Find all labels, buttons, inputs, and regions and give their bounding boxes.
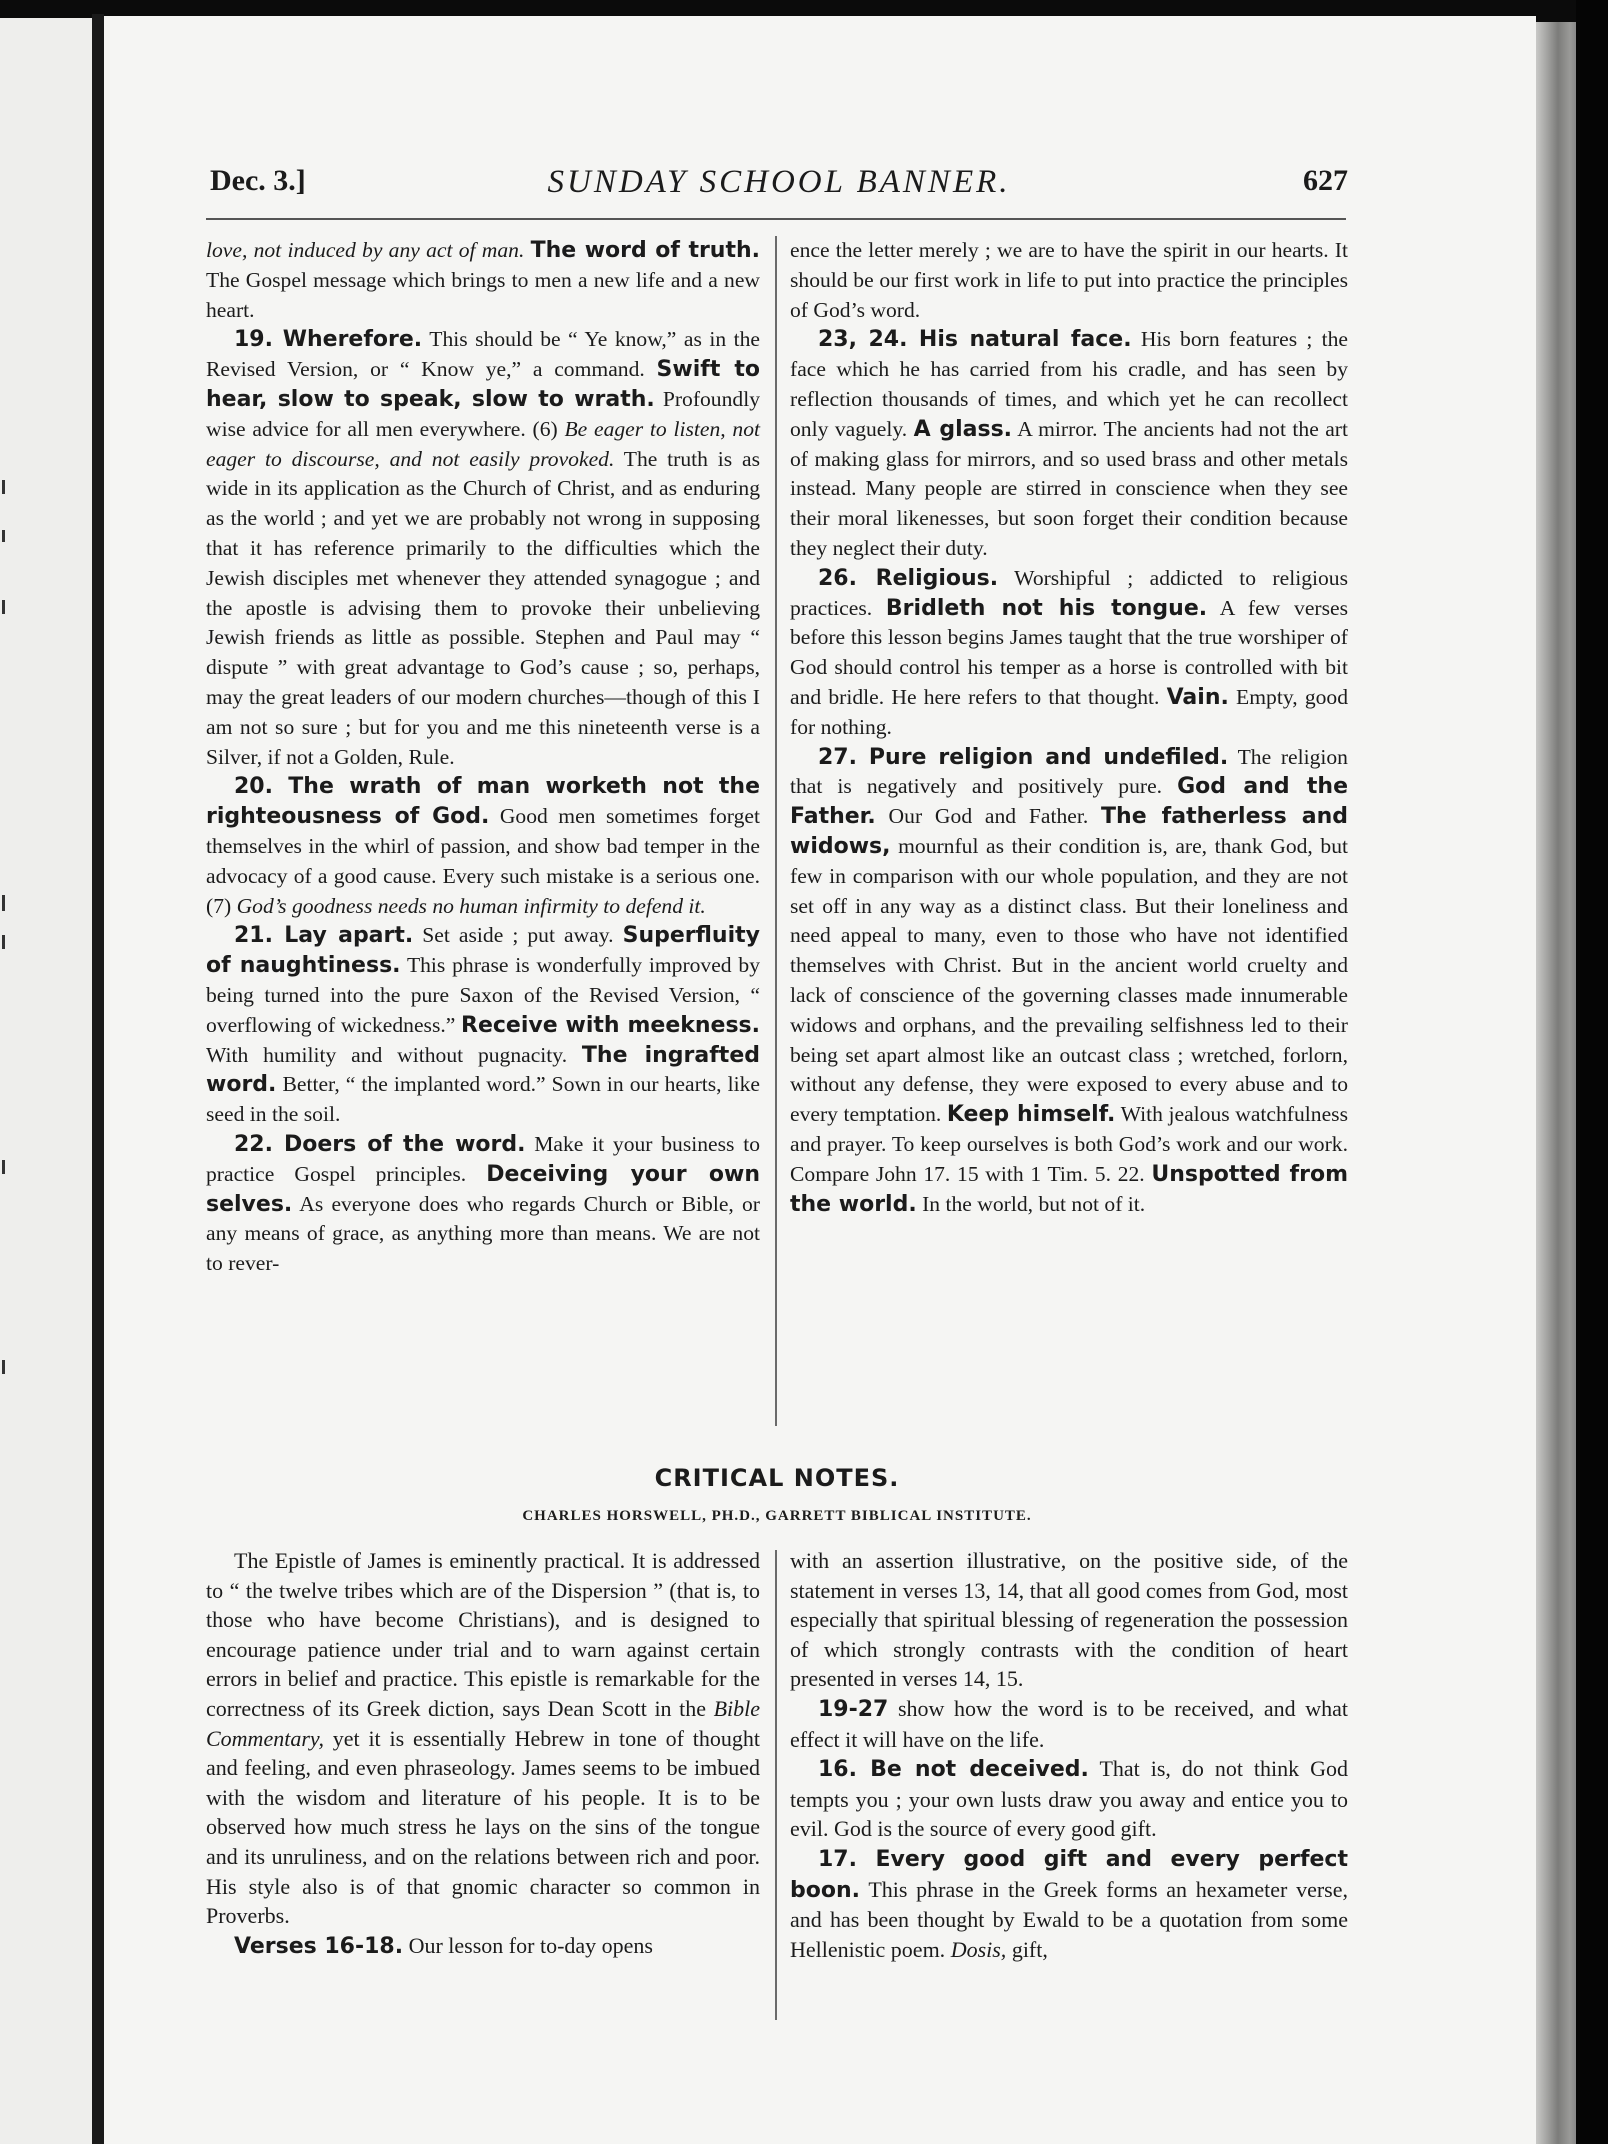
text-run: show how the word is to be received, and what effect it will have on the life. <box>790 1695 1348 1752</box>
paragraph <box>206 236 760 325</box>
paragraph <box>790 1844 1348 1964</box>
page-number: 627 <box>1303 164 1348 197</box>
text-run: With humility and without pugnacity. <box>206 1042 582 1067</box>
text-run: A few verses before this lesson begins James taught that the true worshiper of God should control his temper as a horse is controlled with bit and bridle. He here refers to that thought. <box>790 595 1348 709</box>
text-run: This should be “ Ye know,” as in the Revised Version, or “ Know ye,” a command. <box>206 327 760 382</box>
text-run: The Epistle of James is eminently practical. It is addressed to “ the twelve tribes which are of the Dispersion ” (that is, to those who have become Christians), and is designed to encourage patience under trial and to warn against certain errors in belief and practice. This epistle is remarkable for the correctness of its Greek diction, says Dean Scott in the <box>206 1548 760 1721</box>
bold-lemma: God and the Father. <box>790 774 1349 830</box>
bold-lemma: Swift to hear, slow to speak, slow to wrath. <box>206 357 761 412</box>
critical-notes-author: CHARLES HORSWELL, PH.D., GARRETT BIBLICAL INSTITUTE. <box>522 1508 1032 1524</box>
italic-text: Bible Commentary, <box>206 1695 760 1751</box>
bold-lemma: 19. Wherefore. <box>234 327 423 353</box>
text-run: mournful as their condition is, are, thank God, but few in comparison with our whole population, and they are not set off in any way as a distinct class. But their loneliness and need appeal to many, even to those who have not identified themselves with Christ. But in the ancient world cruelty and lack of conscience of the governing classes made innumerable widows and orphans, and the prevailing selfishness led to their being set apart almost like an outcast class ; wretched, forlorn, without any defense, they were exposed to every abuse and to every temptation. <box>790 833 1348 1127</box>
bold-lemma: 27. Pure religion and undefiled. <box>818 744 1229 770</box>
header-date: Dec. 3.] <box>210 164 306 197</box>
text-run: This phrase is wonderfully improved by being turned into the pure Saxon of the Revised Version, “ overflowing of wickedness.” <box>206 953 761 1037</box>
bold-lemma: 26. Religious. <box>818 565 999 591</box>
page-stack-edge <box>1536 22 1576 2144</box>
paragraph <box>790 743 1348 1220</box>
paragraph <box>790 1546 1348 1694</box>
critical-notes-column-right <box>790 1546 1348 2026</box>
text-run: Make it your business to practice Gospel principles. <box>206 1131 760 1186</box>
bold-lemma: 16. Be not deceived. <box>818 1757 1089 1783</box>
commentary-column-right <box>790 236 1348 1432</box>
paragraph <box>206 772 760 921</box>
text-run: Good men sometimes forget themselves in the whirl of passion, and show bad temper in the advocacy of a good cause. Every such mistake is a serious one. (7) <box>206 804 760 918</box>
bold-lemma: 21. Lay apart. <box>234 923 414 949</box>
bold-lemma: Vain. <box>1166 684 1229 710</box>
text-run: The Gospel message which brings to men a new life and a new heart. <box>206 267 760 322</box>
text-run: Set aside ; put away. <box>413 923 623 948</box>
italic-text: Be eager to listen, not eager to discourse, and not easily provoked. <box>206 416 760 471</box>
text-run: His born features ; the face which he has carried from his cradle, and has seen by reflection thousands of times, and which yet he can recollect only vaguely. <box>790 327 1348 441</box>
text-run: With jealous watchfulness and prayer. To keep ourselves is both God’s work and our work. Compare John 17. 15 with 1 Tim. 5. 22. <box>790 1102 1348 1186</box>
bold-lemma: Verses 16-18. <box>234 1933 404 1959</box>
text-run: with an assertion illustrative, on the positive side, of the statement in verses 13, 14, that all good comes from God, most especially that spiritual blessing of regeneration the possession of which strongly contrasts with the condition of heart presented in verses 14, 15. <box>790 1548 1348 1692</box>
bold-lemma: 22. Doers of the word. <box>234 1131 526 1157</box>
running-header <box>210 164 1348 208</box>
bold-lemma: 23, 24. His natural face. <box>818 327 1132 353</box>
bold-lemma: Bridleth not his tongue. <box>885 595 1208 621</box>
paragraph <box>790 1694 1348 1754</box>
bold-lemma: The fatherless and widows, <box>790 804 1348 859</box>
text-run: Our God and Father. <box>875 804 1102 829</box>
facing-page-text-fragments <box>0 0 16 2144</box>
italic-text: love, not induced by any act of man. <box>206 238 531 262</box>
bold-lemma: 19-27 <box>818 1696 889 1722</box>
bold-lemma: The ingrafted word. <box>206 1042 760 1098</box>
paragraph <box>206 921 760 1130</box>
text-run: In the world, but not of it. <box>916 1191 1146 1216</box>
bold-lemma: Receive with meekness. <box>461 1012 761 1038</box>
text-run: Empty, good for nothing. <box>790 684 1349 739</box>
scan-border <box>1576 0 1608 2144</box>
paragraph <box>790 564 1348 743</box>
bold-lemma: Deceiving your own selves. <box>206 1161 760 1217</box>
text-run: The truth is as wide in its application as the Church of Christ, and as enduring as the world ; and yet we are probably not wrong in supposing that it has reference primarily to the difficulties which the Jewish disciples met whenever they attended synagogue ; and the apostle is advising them to provoke their unbelieving Jewish friends as little as possible. Stephen and Paul may “ dispute ” with great advantage to God’s cause ; so, perhaps, may the great leaders of our modern churches—though of this I am not so sure ; but for you and me this nineteenth verse is a Silver, if not a Golden, Rule. <box>206 446 760 769</box>
header-title: SUNDAY SCHOOL BANNER. <box>547 164 1011 200</box>
text-run: That is, do not think God tempts you ; your own lusts draw you away and entice you to evil. God is the source of every good gift. <box>790 1756 1348 1842</box>
paragraph <box>206 1931 760 1962</box>
bold-lemma: Superfluity of naughtiness. <box>206 923 760 979</box>
critical-notes-heading: CRITICAL NOTES. <box>654 1464 900 1492</box>
paragraph <box>206 1130 760 1279</box>
paragraph <box>790 236 1348 325</box>
text-run: Worshipful ; addicted to religious practices. <box>790 565 1348 620</box>
book-spine <box>92 14 104 2144</box>
paragraph <box>790 325 1348 563</box>
bold-lemma: 17. Every good gift and every perfect boon. <box>790 1846 1348 1903</box>
paragraph <box>206 325 760 772</box>
text-run: The religion that is negatively and positively pure. <box>790 744 1348 799</box>
column-divider <box>775 1550 777 2020</box>
text-run: As everyone does who regards Church or Bible, or any means of grace, as anything more than means. We are not to rever- <box>206 1191 760 1276</box>
text-run: yet it is essentially Hebrew in tone of thought and feeling, and even phraseology. James seems to be imbued with the wisdom and literature of his people. It is to be observed how much stress he lays on the sins of the tongue and its unruliness, and on the relations between rich and poor. His style also is of that gnomic character so common in Proverbs. <box>206 1725 760 1929</box>
paragraph <box>206 1546 760 1931</box>
critical-notes-column-left <box>206 1546 760 2026</box>
text-run: gift, <box>1006 1936 1048 1962</box>
bold-lemma: 20. The wrath of man worketh not the righteousness of God. <box>206 774 760 830</box>
text-run: Profoundly wise advice for all men everywhere. (6) <box>206 386 760 441</box>
text-run: This phrase in the Greek forms an hexameter verse, and has been thought by Ewald to be a quotation from some Hellenistic poem. <box>790 1876 1348 1962</box>
text-run: A mirror. The ancients had not the art of making glass for mirrors, and so used brass and other metals instead. Many people are stirred in conscience when they see their moral likenesses, but soon forget their condition because they neglect their duty. <box>790 416 1348 560</box>
bold-lemma: Unspotted from the world. <box>790 1161 1348 1217</box>
commentary-column-left <box>206 236 760 1432</box>
paragraph <box>790 1754 1348 1844</box>
bold-lemma: The word of truth. <box>530 238 761 263</box>
italic-text: God’s goodness needs no human infirmity to defend it. <box>236 893 706 918</box>
text-run: Our lesson for to-day opens <box>403 1932 653 1958</box>
header-rule <box>206 218 1346 220</box>
bold-lemma: Keep himself. <box>946 1102 1116 1128</box>
text-run: Better, “ the implanted word.” Sown in our hearts, like seed in the soil. <box>206 1072 760 1127</box>
italic-text: Dosis, <box>950 1936 1007 1962</box>
column-divider <box>775 236 777 1426</box>
text-run: ence the letter merely ; we are to have the spirit in our hearts. It should be our first work in life to put into practice the principles of God’s word. <box>790 238 1348 322</box>
bold-lemma: A glass. <box>913 416 1013 442</box>
